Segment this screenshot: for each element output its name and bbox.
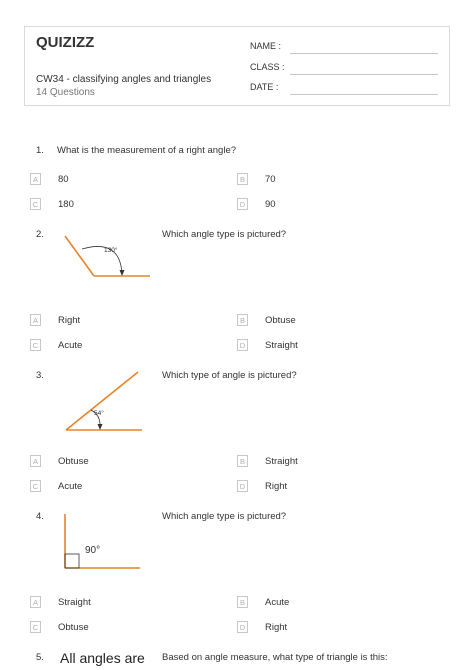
option-letter-box[interactable]: A	[30, 455, 41, 467]
angle-label: 54°	[94, 410, 104, 417]
question-number: 3.	[36, 370, 44, 381]
class-label: CLASS :	[250, 62, 285, 72]
date-label: DATE :	[250, 82, 279, 92]
question-number: 5.	[36, 652, 44, 663]
question-text: Which type of angle is pictured?	[162, 370, 297, 381]
question-text: Which angle type is pictured?	[162, 229, 287, 240]
angle-label: 130°	[104, 247, 118, 254]
option-text[interactable]: 80	[58, 174, 69, 185]
option-text[interactable]: Straight	[265, 456, 298, 467]
option-letter-box[interactable]: D	[237, 480, 248, 492]
option-letter-box[interactable]: C	[30, 480, 41, 492]
option-text[interactable]: Acute	[58, 340, 83, 351]
option-text[interactable]: 90	[265, 199, 276, 210]
figure-text: All angles are	[60, 650, 145, 666]
option-letter-box[interactable]: A	[30, 596, 41, 608]
class-line[interactable]	[290, 74, 438, 75]
option-letter-box[interactable]: A	[30, 173, 41, 185]
option-text[interactable]: 70	[265, 174, 276, 185]
option-letter-box[interactable]: B	[237, 173, 248, 185]
option-letter-box[interactable]: C	[30, 621, 41, 633]
option-letter-box[interactable]: C	[30, 339, 41, 351]
name-label: NAME :	[250, 41, 282, 51]
option-letter-box[interactable]: C	[30, 198, 41, 210]
question-number: 2.	[36, 229, 44, 240]
worksheet-subtitle: 14 Questions	[36, 87, 95, 98]
obtuse-angle-figure	[60, 232, 155, 282]
quizizz-logo: QUIZIZZ	[36, 34, 95, 51]
option-text[interactable]: Straight	[58, 597, 91, 608]
acute-angle-figure	[60, 368, 146, 434]
question-text: Based on angle measure, what type of triangle is this:	[162, 652, 388, 663]
option-text[interactable]: Straight	[265, 340, 298, 351]
option-text[interactable]: Obtuse	[265, 315, 296, 326]
worksheet-title: CW34 - classifying angles and triangles	[36, 74, 212, 85]
question-number: 1.	[36, 145, 44, 156]
question-text: Which angle type is pictured?	[162, 511, 287, 522]
option-letter-box[interactable]: D	[237, 339, 248, 351]
angle-label: 90°	[85, 545, 101, 556]
name-line[interactable]	[290, 53, 438, 54]
option-text[interactable]: Obtuse	[58, 622, 89, 633]
option-text[interactable]: Obtuse	[58, 456, 89, 467]
option-letter-box[interactable]: D	[237, 198, 248, 210]
option-text[interactable]: Right	[265, 622, 288, 633]
option-text[interactable]: Acute	[58, 481, 83, 492]
option-text[interactable]: Acute	[265, 597, 290, 608]
option-letter-box[interactable]: B	[237, 455, 248, 467]
option-text[interactable]: 180	[58, 199, 74, 210]
option-text[interactable]: Right	[265, 481, 288, 492]
option-text[interactable]: Right	[58, 315, 81, 326]
option-letter-box[interactable]: B	[237, 596, 248, 608]
question-number: 4.	[36, 511, 44, 522]
right-angle-figure	[60, 512, 144, 572]
option-letter-box[interactable]: A	[30, 314, 41, 326]
option-letter-box[interactable]: B	[237, 314, 248, 326]
option-letter-box[interactable]: D	[237, 621, 248, 633]
date-line[interactable]	[290, 94, 438, 95]
question-text: What is the measurement of a right angle?	[57, 145, 237, 156]
